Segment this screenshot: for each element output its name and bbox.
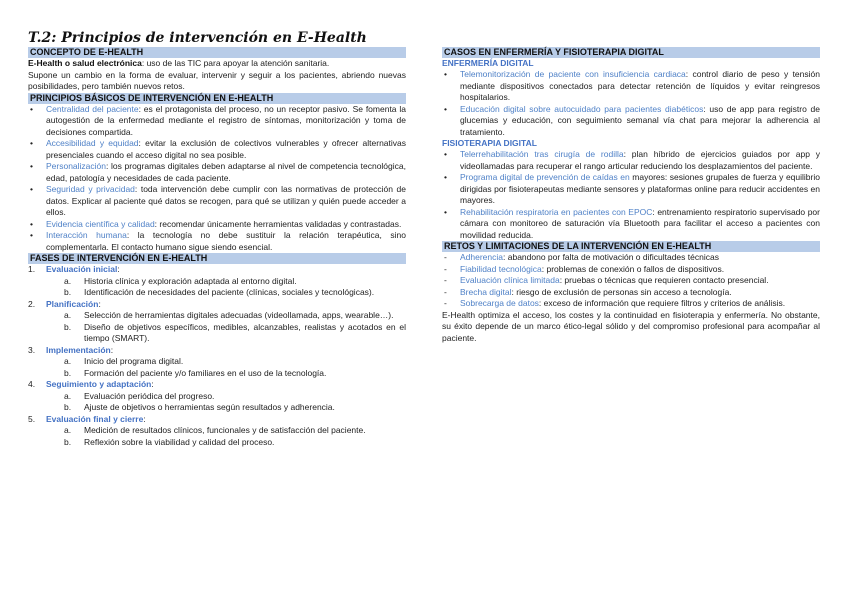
list-item: • Telerrehabilitación tras cirugía de rodilla: plan híbrido de ejercicios guiados por app y videollamadas para recuperar el rango articular reduciendo los desplazamientos del paciente. bbox=[444, 149, 820, 171]
limit-text: : riesgo de exclusión de personas sin acceso a tecnología. bbox=[511, 286, 732, 297]
case-term: Telerrehabilitación tras cirugía de rodilla bbox=[460, 149, 624, 159]
principle-text: : toda intervención debe cumplir con las normativas de protección de datos. Explicar al paciente qué datos se recogen, para qué se utilizan y quién puede acceder a ellos. bbox=[46, 184, 406, 217]
limit-text: : pruebas o técnicas que requieren contacto presencial. bbox=[559, 275, 769, 285]
list-item: • Interacción humana: la tecnología no debe sustituir la relación terapéutica, sino complementarla. El contacto humano sigue siendo esencial. bbox=[30, 230, 406, 252]
phase-title: Evaluación final y cierre bbox=[46, 413, 144, 424]
limit-term: Fiabilidad tecnológica bbox=[460, 263, 542, 274]
phase-subitem: a. Medición de resultados clínicos, funcionales y de satisfacción del paciente. bbox=[64, 425, 366, 435]
concept-paragraph: Supone un cambio en la forma de evaluar, intervenir y seguir a los pacientes, abriendo nuevas posibilidades, pero también nuevos retos. bbox=[28, 69, 406, 91]
section-header-cases: CASOS EN ENFERMERÍA Y FISIOTERAPIA DIGITAL bbox=[442, 47, 820, 58]
left-column bbox=[28, 47, 406, 448]
list-item: - Evaluación clínica limitada: pruebas o técnicas que requieren contacto presencial. bbox=[444, 275, 769, 285]
principle-text: : evitar la exclusión de colectivos vulnerables y ofrecer alternativas presenciales cuando el acceso digital no sea posible. bbox=[46, 138, 406, 160]
list-item: • Evidencia científica y calidad: recomendar únicamente herramientas validadas y contrastadas. bbox=[30, 218, 402, 229]
case-term: Telemonitorización de paciente con insuficiencia cardiaca bbox=[460, 69, 686, 79]
phase-item: 5. Evaluación final y cierre: bbox=[28, 413, 146, 424]
phase-title: Seguimiento y adaptación bbox=[46, 379, 152, 389]
list-item: • Programa digital de prevención de caídas en mayores: sesiones grupales de fuerza y equilibrio dirigidas por fisioterapeutas mediante sensores y plataformas online para reducir accidentes en mayores. bbox=[444, 172, 820, 205]
case-text: mayores: sesiones grupales de fuerza y equilibrio dirigidas por fisioterapeutas mediante sensores y plataformas online para reducir accidentes en mayores. bbox=[460, 172, 820, 205]
phase-subitem: b. Ajuste de objetivos o herramientas según resultados y adherencia. bbox=[64, 402, 335, 412]
limits-list bbox=[442, 252, 820, 310]
principle-text: : recomendar únicamente herramientas validadas y contrastadas. bbox=[154, 218, 402, 229]
phase-subitem: b. Formación del paciente y/o familiares en el uso de la tecnología. bbox=[64, 367, 327, 378]
section-header-principles: PRINCIPIOS BÁSICOS DE INTERVENCIÓN EN E-HEALTH bbox=[28, 93, 406, 104]
section-header-concept: CONCEPTO DE E-HEALTH bbox=[28, 47, 406, 58]
list-item: • Accesibilidad y equidad: evitar la exclusión de colectivos vulnerables y ofrecer alternativas presenciales cuando el acceso digital no sea posible. bbox=[30, 138, 406, 160]
phase-subitem: a. Inicio del programa digital. bbox=[64, 356, 184, 366]
limit-text: : problemas de conexión o fallos de dispositivos. bbox=[541, 263, 725, 274]
principle-text: : es el protagonista del proceso, no un receptor pasivo. Se fomenta la autogestión de la enfermedad mediante el registro de síntomas, monitorización y toma de decisiones compartida. bbox=[46, 103, 406, 137]
nursing-list bbox=[442, 69, 820, 138]
subheading-physio: FISIOTERAPIA DIGITAL bbox=[442, 138, 537, 148]
limit-term: Sobrecarga de datos bbox=[460, 298, 539, 308]
phase-item: 1. Evaluación inicial: bbox=[28, 264, 120, 274]
case-text: : uso de app para registro de glucemias y educación, con seguimiento semanal vía chat para mejorar la adherencia al tratamiento. bbox=[460, 103, 821, 137]
principle-term: Centralidad del paciente bbox=[46, 103, 139, 114]
principle-term: Personalización bbox=[46, 161, 107, 171]
phase-title: Implementación bbox=[46, 344, 111, 355]
list-item: - Sobrecarga de datos: exceso de información que requiere filtros y criterios de análisis. bbox=[444, 298, 786, 308]
phase-subitem: b. Diseño de objetivos específicos, medibles, alcanzables, realistas y acotados en el tiempo (SMART). bbox=[64, 321, 406, 343]
concept-term: E-Health o salud electrónica bbox=[28, 58, 142, 68]
principle-text: : la tecnología no debe sustituir la relación terapéutica, sino complementarla. El contacto humano sigue siendo esencial. bbox=[46, 230, 406, 252]
list-item: • Seguridad y privacidad: toda intervención debe cumplir con las normativas de protección de datos. Explicar al paciente qué datos se recogen, para qué se utilizan y quién puede acceder a ellos. bbox=[30, 184, 406, 217]
limit-text: : abandono por falta de motivación o dificultades técnicas bbox=[503, 252, 719, 262]
list-item: - Brecha digital: riesgo de exclusión de personas sin acceso a tecnología. bbox=[444, 286, 732, 297]
list-item: • Rehabilitación respiratoria en pacientes con EPOC: entrenamiento respiratorio supervisado por cámara con monitoreo de saturación vía Bluetooth para facilitar el acceso a pacientes con movilidad reducida. bbox=[444, 206, 820, 240]
phase-item: 4. Seguimiento y adaptación: bbox=[28, 379, 154, 389]
case-text: : plan híbrido de ejercicios guiados por app y videollamadas para recuperar el rango articular reduciendo los desplazamientos del paciente. bbox=[460, 149, 820, 171]
case-text: : entrenamiento respiratorio supervisado por cámara con monitoreo de saturación vía Bluetooth para facilitar el acceso a pacientes con movilidad reducida. bbox=[460, 206, 820, 240]
phase-subitem: b. Identificación de necesidades del paciente (clínicas, sociales y tecnológicas). bbox=[64, 287, 375, 297]
principle-term: Evidencia científica y calidad bbox=[46, 218, 155, 229]
phases-list bbox=[28, 264, 406, 448]
phase-subitem: a. Historia clínica y exploración adaptada al entorno digital. bbox=[64, 275, 297, 286]
right-column bbox=[442, 47, 820, 344]
case-text: : control diario de peso y tensión mediante dispositivos conectados para detectar retención de líquidos y evitar reingresos hospitalarios. bbox=[460, 69, 820, 102]
case-term: Programa digital de prevención de caídas en bbox=[460, 172, 630, 182]
phase-item: 2. Planificación: bbox=[28, 298, 101, 309]
list-item: • Personalización: los programas digitales deben adaptarse al nivel de competencia tecnológica, edad, patología y necesidades de cada paciente. bbox=[30, 161, 406, 183]
section-header-phases: FASES DE INTERVENCIÓN EN E-HEALTH bbox=[28, 253, 406, 264]
section-header-limits: RETOS Y LIMITACIONES DE LA INTERVENCIÓN EN E-HEALTH bbox=[442, 241, 820, 252]
list-item: - Adherencia: abandono por falta de motivación o dificultades técnicas bbox=[444, 252, 719, 262]
case-term: Rehabilitación respiratoria en pacientes con EPOC bbox=[460, 206, 653, 217]
principle-term: Seguridad y privacidad bbox=[46, 184, 135, 194]
phase-subitem: b. Reflexión sobre la viabilidad y calidad del proceso. bbox=[64, 436, 275, 447]
phase-title: Evaluación inicial bbox=[46, 264, 118, 274]
closing-paragraph: E-Health optimiza el acceso, los costes y la continuidad en fisioterapia y enfermería. No obstante, su éxito depende de un marco ético-legal sólido y del compromiso profesional para acompañar al paciente. bbox=[442, 309, 820, 343]
phase-subitem: a. Selección de herramientas digitales adecuadas (videollamada, apps, wearable…). bbox=[64, 310, 394, 320]
list-item: • Educación digital sobre autocuidado para pacientes diabéticos: uso de app para registro de glucemias y educación, con seguimiento semanal vía chat para mejorar la adherencia al tratamiento. bbox=[444, 103, 821, 137]
concept-definition bbox=[28, 58, 406, 70]
limit-text: : exceso de información que requiere filtros y criterios de análisis. bbox=[538, 298, 786, 308]
principle-term: Interacción humana bbox=[46, 230, 127, 240]
principle-text: : los programas digitales deben adaptarse al nivel de competencia tecnológica, edad, patología y necesidades de cada paciente. bbox=[46, 161, 406, 183]
principle-term: Accesibilidad y equidad bbox=[46, 138, 139, 148]
list-item: • Telemonitorización de paciente con insuficiencia cardiaca: control diario de peso y tensión mediante dispositivos conectados para detectar retención de líquidos y evitar reingresos hospitalarios. bbox=[444, 69, 820, 102]
limit-term: Brecha digital bbox=[460, 286, 512, 297]
limit-term: Evaluación clínica limitada bbox=[460, 275, 560, 285]
subheading-nursing: ENFERMERÍA DIGITAL bbox=[442, 58, 534, 68]
case-term: Educación digital sobre autocuidado para pacientes diabéticos bbox=[460, 103, 704, 114]
limit-term: Adherencia bbox=[460, 252, 504, 262]
phase-item: 3. Implementación: bbox=[28, 344, 114, 355]
list-item: - Fiabilidad tecnológica: problemas de conexión o fallos de dispositivos. bbox=[444, 263, 725, 274]
concept-text: : uso de las TIC para apoyar la atención sanitaria. bbox=[141, 58, 330, 68]
physio-list bbox=[442, 149, 820, 241]
list-item: • Centralidad del paciente: es el protagonista del proceso, no un receptor pasivo. Se fomenta la autogestión de la enfermedad mediante el registro de síntomas, monitorización y toma de decisiones compartida. bbox=[30, 103, 406, 137]
phase-subitem: a. Evaluación periódica del progreso. bbox=[64, 390, 215, 401]
principles-list bbox=[28, 104, 406, 254]
page-title: T.2: Principios de intervención en E-Health bbox=[28, 30, 367, 46]
phase-title: Planificación bbox=[46, 298, 99, 309]
